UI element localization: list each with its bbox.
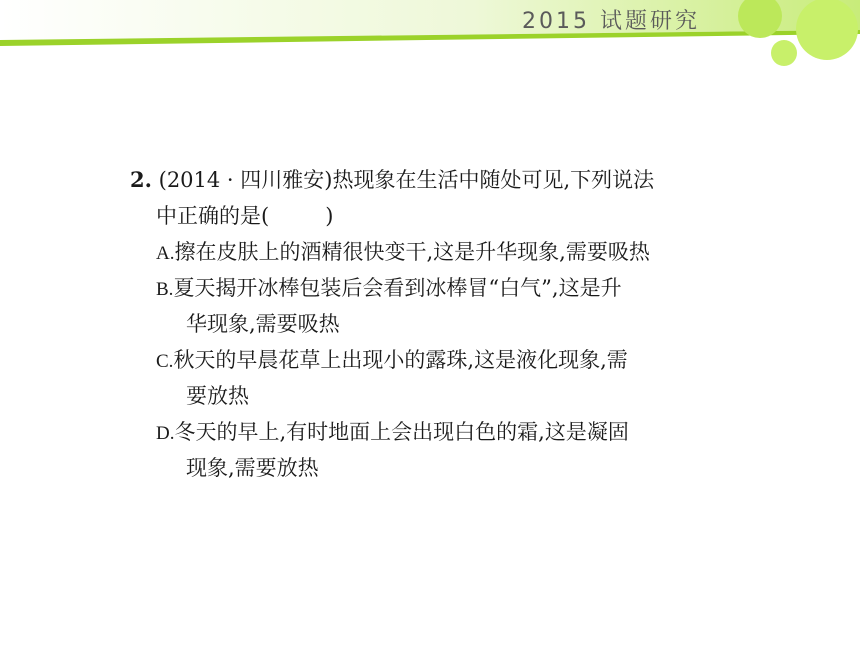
question-stem-close: ) (325, 204, 334, 228)
option-c-letter: C. (156, 351, 174, 372)
question-stem-line1 (130, 162, 730, 198)
question-number: 2. (130, 167, 152, 192)
option-a-letter: A. (156, 243, 175, 264)
option-b-letter: B. (156, 279, 174, 300)
option-b-line1 (130, 270, 730, 306)
option-d-text2: 现象,需要放热 (186, 456, 319, 480)
option-b-text1: 夏天揭开冰棒包装后会看到冰棒冒“白气”,这是升 (173, 276, 622, 300)
question-block (130, 162, 730, 486)
question-source: (2014 · 四川雅安) (158, 168, 333, 192)
question-stem-text2: 中正确的是( (156, 204, 270, 228)
option-a-line1 (130, 234, 730, 270)
option-d-line1 (130, 414, 730, 450)
option-c-line1 (130, 342, 730, 378)
header-title: 2015 试题研究 (522, 9, 700, 34)
option-d-text1: 冬天的早上,有时地面上会出现白色的霜,这是凝固 (174, 420, 629, 444)
option-d-line2 (130, 450, 730, 486)
option-c-text2: 要放热 (186, 384, 249, 408)
question-stem-text1: 热现象在生活中随处可见,下列说法 (332, 168, 655, 192)
question-stem-line2 (130, 198, 730, 234)
option-c-text1: 秋天的早晨花草上出现小的露珠,这是液化现象,需 (173, 348, 628, 372)
option-b-line2 (130, 306, 730, 342)
option-d-letter: D. (156, 423, 175, 444)
option-a-text1: 擦在皮肤上的酒精很快变干,这是升华现象,需要吸热 (174, 240, 650, 264)
option-c-line2 (130, 378, 730, 414)
option-b-text2: 华现象,需要吸热 (186, 312, 340, 336)
header-band (0, 0, 860, 48)
